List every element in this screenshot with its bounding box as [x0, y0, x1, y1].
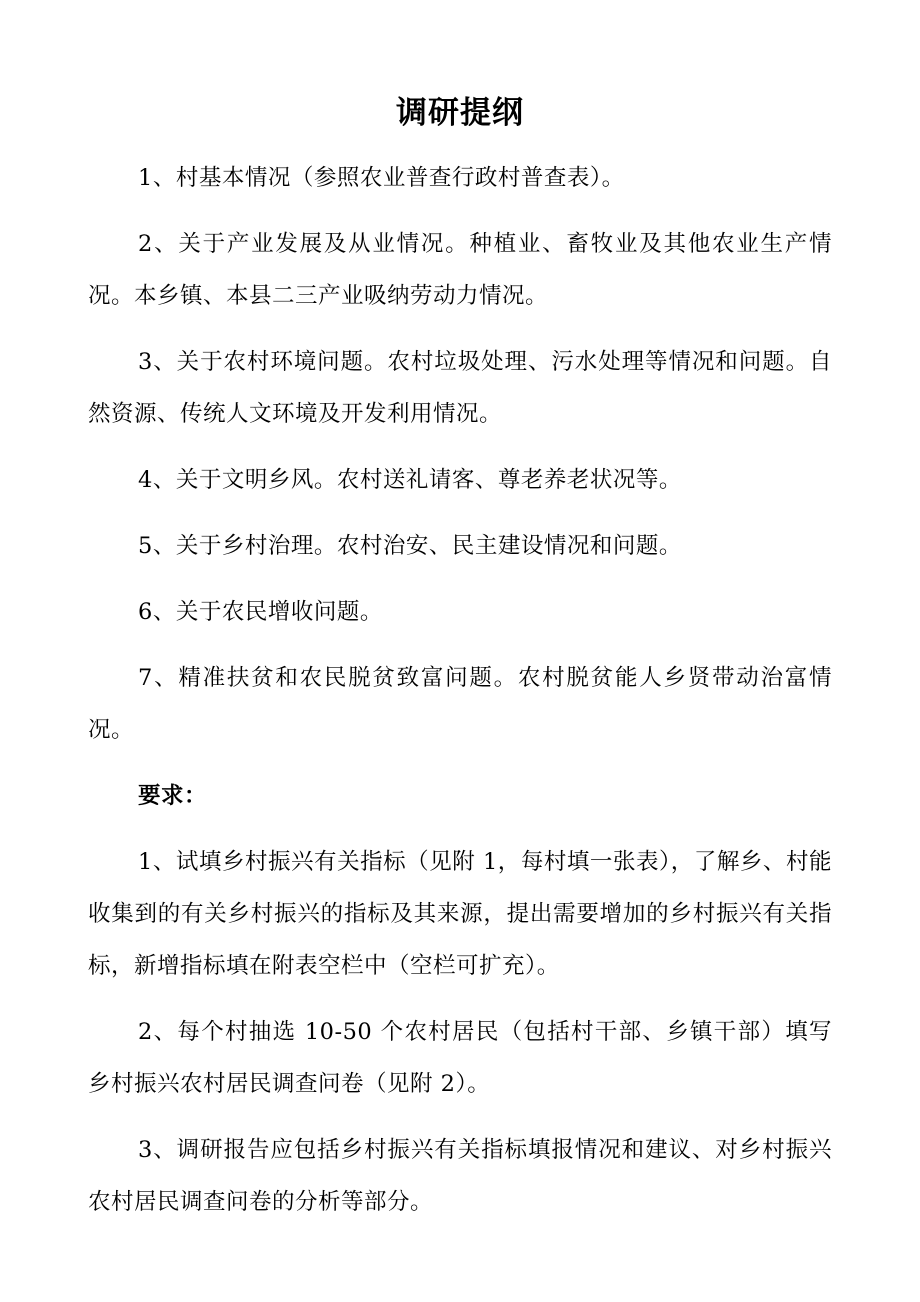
requirement-item-3: 3、调研报告应包括乡村振兴有关指标填报情况和建议、对乡村振兴农村居民调查问卷的分析等部分。	[88, 1137, 832, 1215]
requirement-item-1: 1、试填乡村振兴有关指标（见附 1，每村填一张表），了解乡、村能收集到的有关乡村振兴的指标及其来源，提出需要增加的乡村振兴有关指标，新增指标填在附表空栏中（空栏可扩充）。	[88, 849, 832, 979]
outline-item-2: 2、关于产业发展及从业情况。种植业、畜牧业及其他农业生产情况。本乡镇、本县二三产业吸纳劳动力情况。	[88, 231, 832, 309]
outline-item-4: 4、关于文明乡风。农村送礼请客、尊老养老状况等。	[138, 467, 682, 493]
outline-item-1: 1、村基本情况（参照农业普查行政村普查表）。	[138, 165, 625, 191]
requirements-heading: 要求：	[138, 783, 208, 809]
outline-item-6: 6、关于农民增收问题。	[138, 599, 383, 625]
document-body	[88, 152, 832, 1242]
outline-item-5: 5、关于乡村治理。农村治安、民主建设情况和问题。	[138, 533, 682, 559]
outline-item-7: 7、精准扶贫和农民脱贫致富问题。农村脱贫能人乡贤带动治富情况。	[88, 665, 832, 743]
outline-item-3: 3、关于农村环境问题。农村垃圾处理、污水处理等情况和问题。自然资源、传统人文环境及开发利用情况。	[88, 349, 832, 427]
document-title: 调研提纲	[396, 95, 524, 131]
requirement-item-2: 2、每个村抽选 10-50 个农村居民（包括村干部、乡镇干部）填写乡村振兴农村居民调查问卷（见附 2）。	[88, 1019, 832, 1097]
